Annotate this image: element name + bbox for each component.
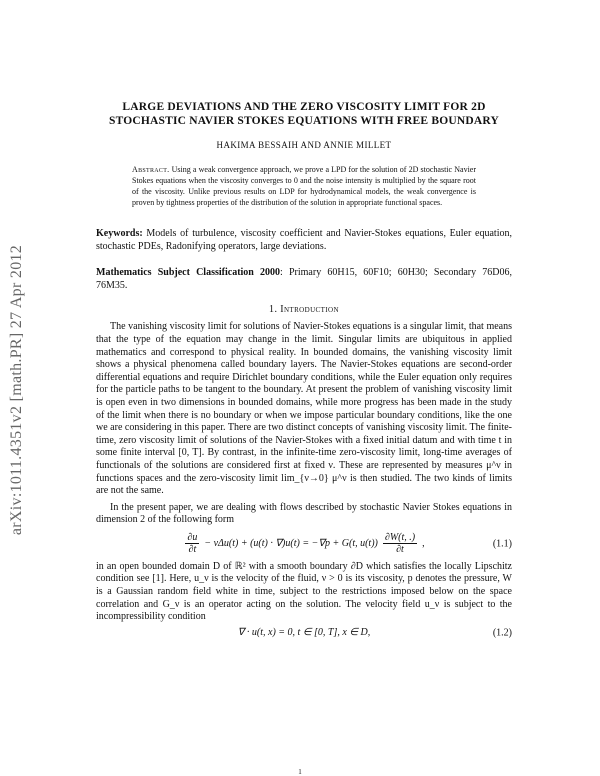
fraction-du-dt: [185, 532, 199, 555]
fraction-numerator: ∂u: [187, 532, 198, 544]
equation-1-2: [96, 624, 512, 642]
keywords-label: Keywords:: [96, 228, 143, 239]
equation-tail: ,: [422, 538, 425, 550]
equation-1-2-body: [238, 627, 371, 638]
equation-number: (1.1): [492, 538, 512, 550]
arxiv-identifier: arXiv:1011.4351v2 [math.PR] 27 Apr 2012: [8, 244, 26, 536]
section-heading: 1. Introduction: [269, 304, 339, 316]
fraction-numerator: ∂W(t, .): [384, 532, 416, 544]
fraction-denominator: ∂t: [188, 544, 197, 556]
abstract: [132, 164, 476, 208]
equation-middle: − νΔu(t) + (u(t) · ∇)u(t) = −∇p + G(t, u(t)): [204, 538, 378, 550]
msc-text: : Primary 60H15, 60F10; 60H30; Secondary 76D06, 76M35.: [96, 267, 512, 291]
intro-paragraph-2: In the present paper, we are dealing with flows described by stochastic Navier Stokes equations in dimension 2 of the following form: [96, 501, 512, 526]
arxiv-sidebar: [4, 180, 30, 600]
intro-paragraph-1: The vanishing viscosity limit for solutions of Navier-Stokes equations is a singular limit, that means that the type of the equation may change in the limit. Singular limits are ubiquitous in applied mathematics and correspond to physical reality. In bounded domains, the vanishing viscosity limit shows a physical phenomena called boundary layers. The Navier-Stokes equations are second-order differential equations and require Dirichlet boundary conditions, while the Euler equation only requires for the particle paths to be tangent to the boundary. At present the problem of vanishing viscosity limit is open even in two dimensions in bounded domains, while more progress has been made in the study of the limit when there is no boundary or when we impose particular boundary conditions, like the one we are considering in this paper. There are two distinct concepts of vanishing viscosity limit. The finite-time, zero viscosity limit of solutions of the Navier-Stokes with a fixed initial datum and with time t in some finite interval [0, T]. By contrast, in the infinite-time zero-viscosity limit, long-time averages of functionals of the solutions are considered first at fixed ν. These are represented by measures μ^ν in functions spaces and the zero-viscosity limit lim_{ν→0} μ^ν is then studied. The two kinds of limits are not the same.: [96, 321, 512, 497]
page-number: 1: [298, 768, 302, 776]
fraction-denominator: ∂t: [396, 544, 404, 556]
fraction-dw-dt: [383, 532, 417, 555]
equation-number: (1.2): [492, 627, 512, 639]
equation-1-1-body: [183, 532, 424, 555]
keywords-text: Models of turbulence, viscosity coefficient and Navier-Stokes equations, Euler equation, stochastic PDEs, Radonifying operators, large deviations.: [96, 228, 512, 252]
equation-1-1: [96, 527, 512, 561]
abstract-label: Abstract.: [132, 165, 170, 174]
msc-label: Mathematics Subject Classification 2000: [96, 267, 281, 279]
abstract-text: Using a weak convergence approach, we prove a LPD for the solution of 2D stochastic Navier Stokes equations when the viscosity converges to 0 and the noise intensity is multiplied by the square root of the viscosity. Unlike previous results on LDP for hydrodynamical models, the weak convergence is proven by tightness properties of the distribution of the solution in appropriate functional spaces.: [132, 165, 477, 207]
intro-paragraph-3: in an open bounded domain D of ℝ² with a smooth boundary ∂D which satisfies the locally Lipschitz condition see [1]. Here, u_ν is the velocity of the fluid, ν > 0 is its viscosity, p denotes the pressure, W is a Gaussian random field white in time, subject to the restrictions imposed below on the space correlation and G_ν is an operator acting on the solution. The velocity field u_ν is subject to the incompressibility condition: [96, 560, 512, 623]
paper-page: [96, 100, 512, 642]
equation-text: ∇ · u(t, x) = 0, t ∈ [0, T], x ∈ D,: [237, 627, 371, 639]
msc-classification: [96, 267, 512, 292]
keywords: [96, 228, 512, 253]
paper-title: LARGE DEVIATIONS AND THE ZERO VISCOSITY LIMIT FOR 2D STOCHASTIC NAVIER STOKES EQUATIONS WITH FREE BOUNDARY: [108, 101, 499, 127]
paper-authors: HAKIMA BESSAIH AND ANNIE MILLET: [216, 140, 392, 150]
